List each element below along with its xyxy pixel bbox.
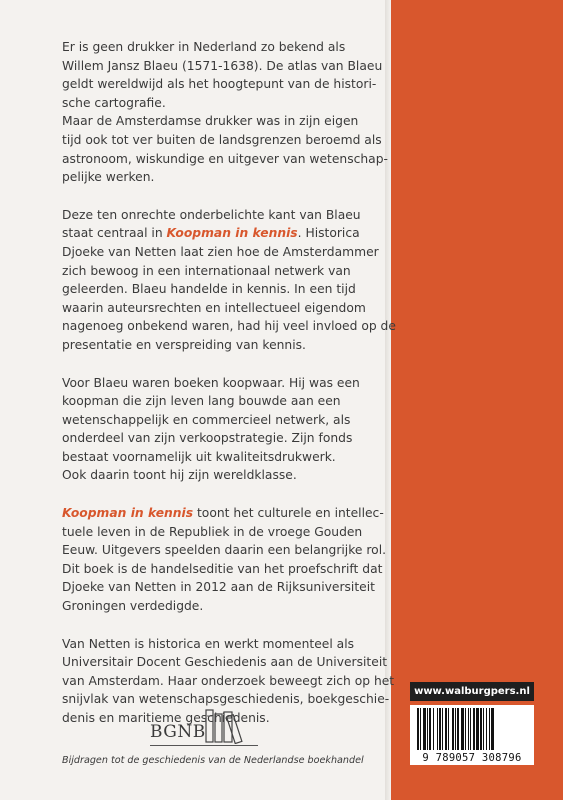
text-segment: pelijke werken.	[62, 170, 155, 185]
text-line	[62, 411, 378, 430]
text-line	[62, 336, 378, 355]
text-line	[62, 374, 378, 393]
text-segment: Eeuw. Uitgevers speelden daarin een belangrijke rol.	[62, 543, 387, 558]
text-line	[62, 597, 378, 616]
isbn-number: 9 789057 308796	[422, 752, 522, 764]
text-line	[62, 206, 378, 225]
text-line	[62, 224, 378, 243]
text-line	[62, 262, 378, 281]
text-line	[62, 541, 387, 560]
orange-stripe	[391, 0, 563, 800]
logo-text: BGNB	[150, 722, 206, 742]
text-segment: Groningen verdedigde.	[62, 599, 204, 614]
series-caption: Bijdragen tot de geschiedenis van de Nederlandse boekhandel	[62, 755, 364, 766]
text-line	[62, 112, 378, 131]
text-line	[62, 38, 378, 57]
text-line	[62, 150, 388, 169]
text-line	[62, 523, 378, 542]
text-segment: Maar de Amsterdamse drukker was in zijn eigen	[62, 114, 359, 129]
book-title-emphasis: Koopman in kennis	[166, 226, 298, 241]
text-line	[62, 168, 378, 187]
text-segment: snijvlak van wetenschapsgeschiedenis, boekgeschie-	[62, 692, 390, 707]
text-segment: tijd ook tot ver buiten de landsgrenzen beroemd als	[62, 132, 382, 147]
text-segment: Universitair Docent Geschiedenis aan de Universiteit	[62, 655, 388, 670]
text-line	[62, 429, 378, 448]
text-segment: nagenoeg onbekend waren, had hij veel invloed op de	[62, 319, 396, 334]
text-segment: bestaat voornamelijk uit kwaliteitsdrukwerk.	[62, 449, 336, 464]
text-segment: sche cartografie.	[62, 95, 166, 110]
text-segment: Djoeke van Netten laat zien hoe de Amsterdammer	[62, 244, 379, 259]
text-segment: van Amsterdam. Haar onderzoek beweegt zich op het	[62, 673, 395, 688]
text-segment: . Historica	[297, 226, 360, 241]
text-segment: astronoom, wiskundige en uitgever van wetenschap-	[62, 151, 388, 166]
text-segment: Er is geen drukker in Nederland zo bekend als	[62, 40, 346, 54]
text-segment: Willem Jansz Blaeu (1571-1638). De atlas van Blaeu	[62, 58, 383, 73]
text-segment: Dit boek is de handelseditie van het proefschrift dat	[62, 561, 383, 576]
logo-baseline	[150, 745, 258, 746]
text-segment: geleerden. Blaeu handelde in kennis. In een tijd	[62, 282, 356, 297]
books-icon	[204, 706, 250, 744]
text-segment: toont het culturele en intellec-	[193, 506, 384, 521]
text-line	[62, 243, 378, 262]
text-line	[62, 75, 378, 94]
text-segment: koopman die zijn leven lang bouwde aan een	[62, 394, 341, 409]
text-segment: staat centraal in	[62, 226, 167, 241]
text-segment: wetenschappelijk en commercieel netwerk, als	[62, 412, 351, 427]
text-line	[62, 504, 384, 523]
text-segment: Van Netten is historica en werkt momenteel als	[62, 636, 355, 651]
text-line	[62, 299, 378, 318]
paragraph	[62, 206, 396, 355]
text-line	[62, 672, 395, 691]
text-line	[62, 653, 388, 672]
text-line	[62, 466, 378, 485]
text-segment: tuele leven in de Republiek in de vroege Gouden	[62, 524, 363, 539]
text-line	[62, 560, 383, 579]
text-segment: Deze ten onrechte onderbelichte kant van Blaeu	[62, 207, 361, 222]
paragraph	[62, 504, 387, 616]
text-line	[62, 578, 378, 597]
barcode-icon	[413, 708, 531, 750]
text-line	[62, 392, 378, 411]
bgnb-logo	[150, 706, 260, 746]
text-segment: presentatie en verspreiding van kennis.	[62, 337, 306, 352]
text-line	[62, 635, 378, 654]
blurb-text	[62, 38, 396, 747]
text-line	[62, 131, 382, 150]
text-line	[62, 448, 378, 467]
text-line	[62, 280, 378, 299]
text-segment: geldt wereldwijd als het hoogtepunt van de histori-	[62, 77, 377, 92]
text-segment: Ook daarin toont hij zijn wereldklasse.	[62, 468, 297, 483]
text-line	[62, 94, 378, 113]
text-line	[62, 57, 383, 76]
text-segment: denis en maritieme geschiedenis.	[62, 711, 270, 725]
book-title-emphasis: Koopman in kennis	[62, 506, 194, 521]
text-segment: waarin auteursrechten en intellectueel eigendom	[62, 300, 366, 315]
text-segment: Djoeke van Netten in 2012 aan de Rijksuniversiteit	[62, 580, 375, 595]
text-segment: zich bewoog in een internationaal netwerk van	[62, 263, 351, 278]
text-segment: Voor Blaeu waren boeken koopwaar. Hij was een	[62, 375, 360, 390]
paragraph	[62, 374, 378, 486]
text-line	[62, 317, 396, 336]
barcode	[410, 705, 534, 765]
text-segment: onderdeel van zijn verkoopstrategie. Zijn fonds	[62, 431, 353, 446]
publisher-url[interactable]: www.walburgpers.nl	[410, 682, 534, 701]
paragraph	[62, 38, 388, 187]
